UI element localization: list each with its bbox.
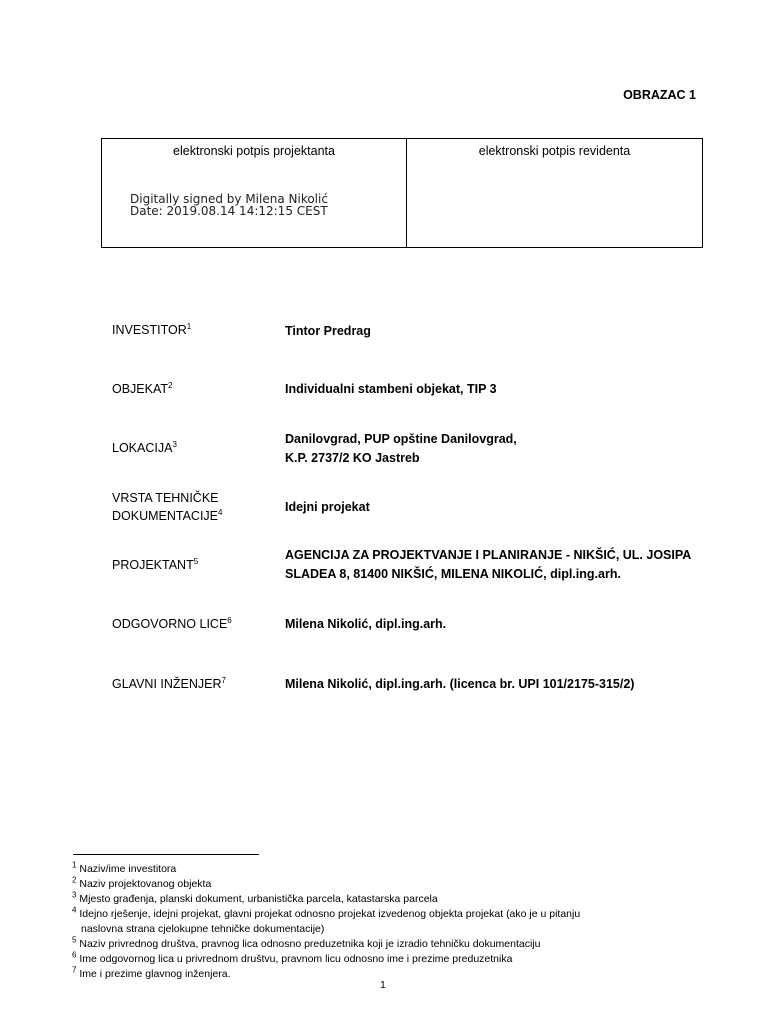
location-label: LOKACIJA$^3$ bbox=[112, 439, 177, 455]
responsible-person-value: Milena Nikolić, dipl.ing.arh. bbox=[285, 617, 447, 631]
footnote-ref: 6 bbox=[227, 615, 232, 625]
digital-signature-line2: Date: 2019.08.14 14:12:15 CEST bbox=[130, 204, 328, 218]
footnote-5: $^5$ Naziv privrednog društva, pravnog lica odnosno preduzetnika koji je izradio tehničku dokumentaciju bbox=[72, 935, 541, 950]
location-value: Danilovgrad, PUP opštine Danilovgrad, K.P. 2737/2 KO Jastreb bbox=[285, 432, 517, 465]
chief-engineer-label: GLAVNI INŽENJER$^7$ bbox=[112, 675, 226, 691]
footnote-1: $^1$ Naziv/ime investitora bbox=[72, 860, 177, 875]
footnote-7: $^7$ Ime i prezime glavnog inženjera. bbox=[72, 965, 231, 980]
chief-engineer-value: Milena Nikolić, dipl.ing.arh. (licenca br. UPI 101/2175-315/2) bbox=[285, 677, 635, 691]
footnote-3: $^3$ Mjesto građenja, planski dokument, urbanistička parcela, katastarska parcela bbox=[72, 890, 438, 905]
designer-label: PROJEKTANT$^5$ bbox=[112, 556, 199, 572]
investor-value: Tintor Predrag bbox=[285, 324, 371, 338]
page-number: 1 bbox=[380, 979, 386, 991]
documentation-type-value: Idejni projekat bbox=[285, 500, 370, 514]
designer-signature-cell bbox=[102, 139, 407, 247]
footnote-4-continued: naslovna strana cjelokupne tehničke dokumentacije) bbox=[81, 923, 325, 935]
reviewer-signature-cell bbox=[407, 139, 702, 247]
digital-signature-stamp[interactable] bbox=[130, 193, 328, 217]
form-code: OBRAZAC 1 bbox=[623, 88, 696, 102]
object-label: OBJEKAT$^2$ bbox=[112, 380, 173, 396]
documentation-type-label: VRSTA TEHNIČKE DOKUMENTACIJE$^4$ bbox=[112, 491, 223, 523]
designer-value: AGENCIJA ZA PROJEKTVANJE I PLANIRANJE - NIKŠIĆ, UL. JOSIPA SLADEA 8, 81400 NIKŠIĆ, MILENA NIKOLIĆ, dipl.ing.arh. bbox=[285, 548, 692, 581]
designer-signature-header: elektronski potpis projektanta bbox=[173, 144, 335, 158]
responsible-person-label: ODGOVORNO LICE$^6$ bbox=[112, 615, 232, 631]
footnote-ref: 3 bbox=[172, 439, 177, 449]
signature-table bbox=[101, 138, 703, 248]
footnote-ref: 7 bbox=[221, 675, 226, 685]
footnote-ref: 5 bbox=[193, 556, 199, 566]
footnote-4: $^4$ Idejno rješenje, idejni projekat, glavni projekat odnosno projekat izvedenog objekta projekat (ako je u pitanju bbox=[72, 905, 581, 920]
footnotes bbox=[72, 862, 712, 982]
footnote-separator bbox=[73, 854, 259, 855]
footnote-ref: 1 bbox=[186, 321, 192, 331]
footnote-6: $^6$ Ime odgovornog lica u privrednom društvu, pravnom licu odnosno ime i prezime preduzetnika bbox=[72, 950, 513, 965]
digital-signature-line1: Digitally signed by Milena Nikolić bbox=[130, 192, 328, 206]
reviewer-signature-header: elektronski potpis revidenta bbox=[478, 144, 631, 158]
footnote-ref: 4 bbox=[218, 507, 223, 517]
object-value: Individualni stambeni objekat, TIP 3 bbox=[285, 382, 497, 396]
footnote-2: $^2$ Naziv projektovanog objekta bbox=[72, 875, 212, 890]
footnote-ref: 2 bbox=[168, 380, 173, 390]
investor-label: INVESTITOR$^1$ bbox=[112, 321, 192, 337]
